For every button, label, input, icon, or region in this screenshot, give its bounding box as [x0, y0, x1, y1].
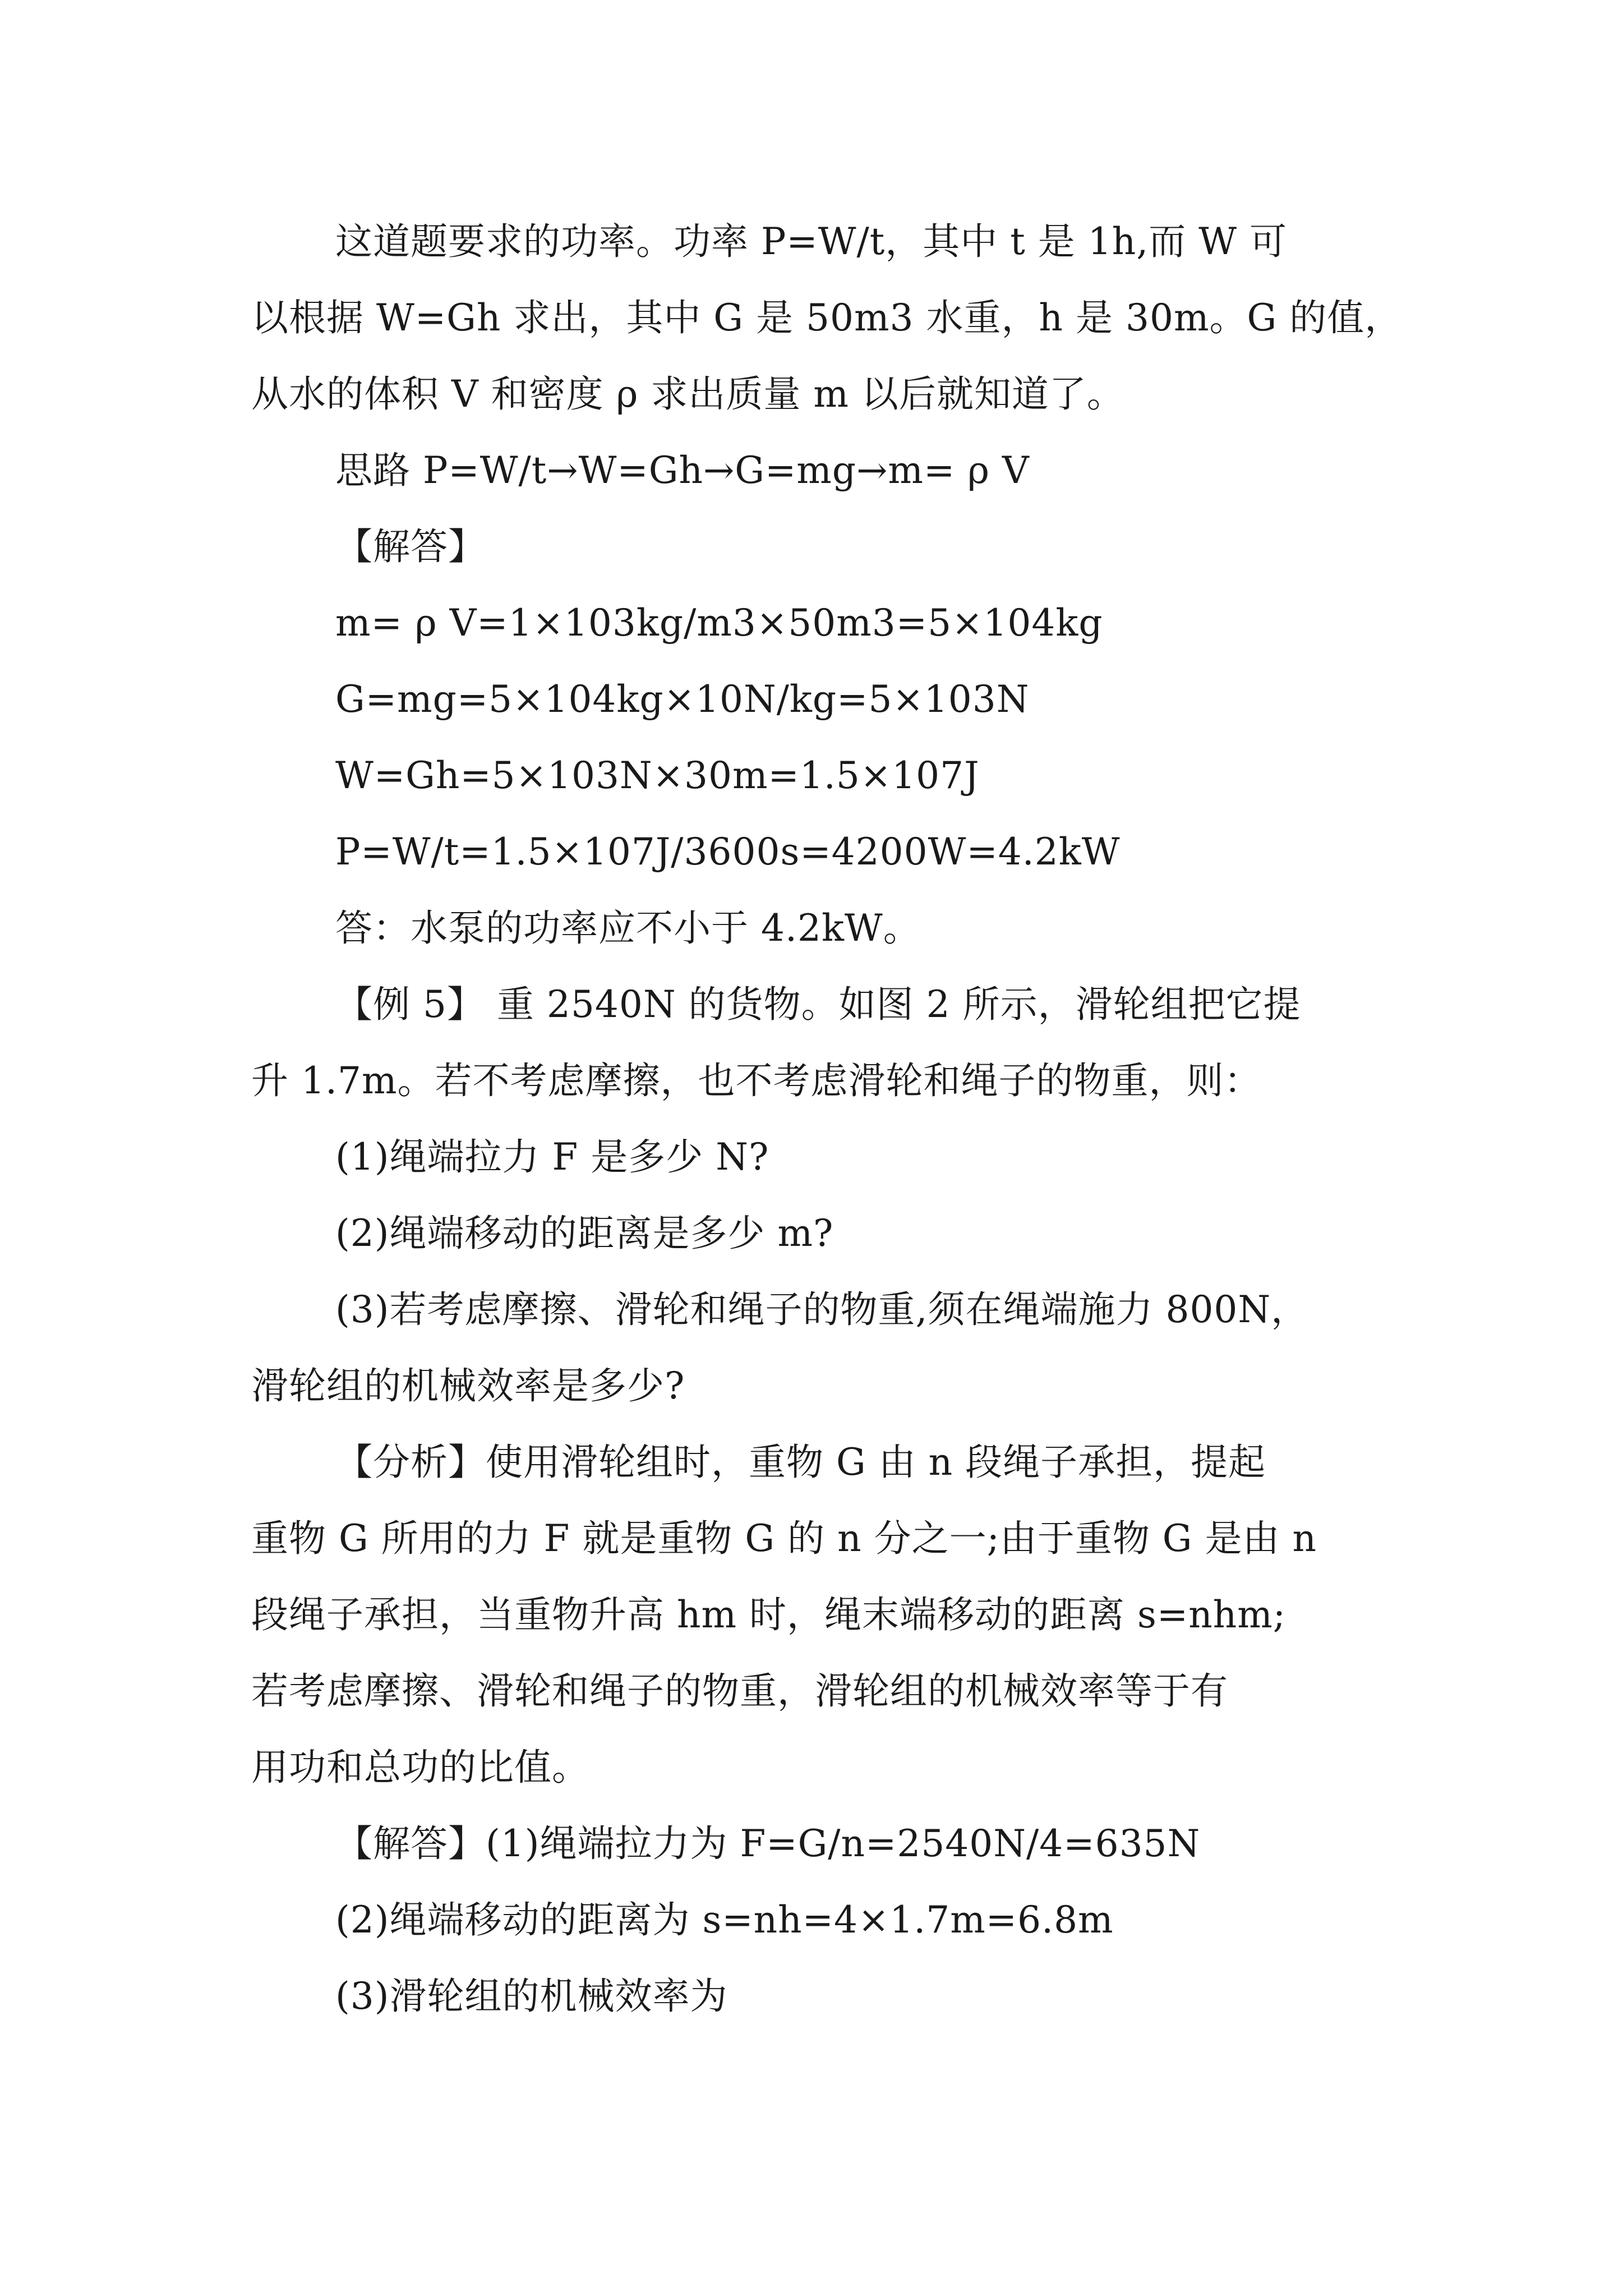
solution-2: (2)绳端移动的距离为 s=nh=4×1.7m=6.8m — [335, 1898, 1114, 1941]
text-line-2: 以根据 W=Gh 求出，其中 G 是 50m3 水重，h 是 30m。G 的值， — [251, 296, 1403, 339]
text-line-19: 段绳子承担，当重物升高 hm 时，绳末端移动的距离 s=nhm; — [251, 1593, 1287, 1636]
example-5-heading: 【例 5】 重 2540N 的货物。如图 2 所示，滑轮组把它提 — [335, 983, 1301, 1026]
text-line-21: 用功和总功的比值。 — [251, 1746, 589, 1789]
equation-mass: m= ρ V=1×103kg/m3×50m3=5×104kg — [335, 601, 1103, 645]
solution-1: 【解答】(1)绳端拉力为 F=G/n=2540N/4=635N — [335, 1822, 1201, 1865]
question-1: (1)绳端拉力 F 是多少 N? — [335, 1135, 769, 1179]
section-heading-answer: 【解答】 — [335, 525, 486, 568]
analysis-heading: 【分析】使用滑轮组时，重物 G 由 n 段绳子承担，提起 — [335, 1441, 1266, 1484]
text-line-20: 若考虑摩擦、滑轮和绳子的物重，滑轮组的机械效率等于有 — [251, 1669, 1228, 1713]
answer-line: 答：水泵的功率应不小于 4.2kW。 — [335, 907, 921, 950]
question-2: (2)绳端移动的距离是多少 m? — [335, 1212, 834, 1255]
text-line-16: 滑轮组的机械效率是多少? — [251, 1364, 685, 1407]
equation-power: P=W/t=1.5×107J/3600s=4200W=4.2kW — [335, 830, 1121, 873]
text-line-3: 从水的体积 V 和密度 ρ 求出质量 m 以后就知道了。 — [251, 372, 1124, 416]
text-line-4: 思路 P=W/t→W=Gh→G=mg→m= ρ V — [335, 449, 1030, 492]
text-line-18: 重物 G 所用的力 F 就是重物 G 的 n 分之一;由于重物 G 是由 n — [251, 1517, 1317, 1560]
solution-3: (3)滑轮组的机械效率为 — [335, 1975, 728, 2018]
equation-work: W=Gh=5×103N×30m=1.5×107J — [335, 754, 980, 797]
text-line-1: 这道题要求的功率。功率 P=W/t，其中 t 是 1h,而 W 可 — [335, 220, 1288, 263]
text-line-12: 升 1.7m。若不考虑摩擦，也不考虑滑轮和绳子的物重，则： — [251, 1059, 1262, 1102]
question-3: (3)若考虑摩擦、滑轮和绳子的物重,须在绳端施力 800N， — [335, 1288, 1309, 1331]
equation-weight: G=mg=5×104kg×10N/kg=5×103N — [335, 678, 1030, 721]
